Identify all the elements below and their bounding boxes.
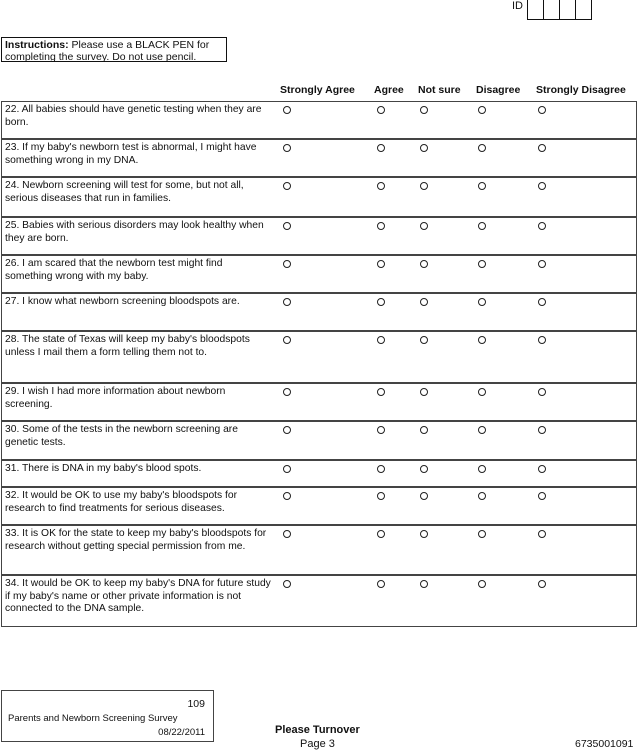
question-row: [1, 460, 637, 487]
radio-not-sure[interactable]: [420, 426, 428, 434]
radio-disagree[interactable]: [478, 298, 486, 306]
radio-strongly-disagree[interactable]: [538, 465, 546, 473]
question-row: [1, 575, 637, 627]
radio-strongly-agree[interactable]: [283, 260, 291, 268]
col-strongly-disagree: Strongly Disagree: [536, 84, 626, 96]
question-text: 24. Newborn screening will test for some, but not all, serious diseases that run in families.: [5, 180, 244, 204]
col-strongly-agree: Strongly Agree: [280, 84, 355, 96]
please-turnover: Please Turnover: [275, 724, 360, 736]
radio-agree[interactable]: [377, 492, 385, 500]
question-text: 25. Babies with serious disorders may look healthy when they are born.: [5, 220, 264, 244]
question-row: [1, 525, 637, 575]
id-digit-box[interactable]: [527, 0, 544, 20]
radio-strongly-agree[interactable]: [283, 580, 291, 588]
radio-agree[interactable]: [377, 144, 385, 152]
id-digit-box[interactable]: [575, 0, 592, 20]
radio-disagree[interactable]: [478, 580, 486, 588]
question-row: [1, 331, 637, 383]
instructions-text: Please use a BLACK PEN for completing the survey. Do not use pencil.: [5, 39, 210, 63]
id-field[interactable]: [527, 0, 592, 20]
radio-strongly-disagree[interactable]: [538, 298, 546, 306]
radio-agree[interactable]: [377, 222, 385, 230]
question-text: 29. I wish I had more information about newborn screening.: [5, 386, 226, 410]
page-number: Page 3: [300, 738, 335, 750]
footer-survey-title: Parents and Newborn Screening Survey: [8, 713, 178, 724]
radio-strongly-agree[interactable]: [283, 182, 291, 190]
radio-agree[interactable]: [377, 426, 385, 434]
radio-strongly-disagree[interactable]: [538, 492, 546, 500]
radio-strongly-agree[interactable]: [283, 222, 291, 230]
question-row: [1, 217, 637, 255]
radio-not-sure[interactable]: [420, 222, 428, 230]
radio-not-sure[interactable]: [420, 336, 428, 344]
radio-strongly-disagree[interactable]: [538, 260, 546, 268]
radio-disagree[interactable]: [478, 530, 486, 538]
radio-strongly-disagree[interactable]: [538, 144, 546, 152]
radio-disagree[interactable]: [478, 260, 486, 268]
radio-not-sure[interactable]: [420, 530, 428, 538]
question-text: 34. It would be OK to keep my baby's DNA for future study if my baby's name or other private information is not connected to the DNA sample.: [5, 578, 271, 614]
radio-agree[interactable]: [377, 530, 385, 538]
radio-strongly-agree[interactable]: [283, 492, 291, 500]
radio-strongly-disagree[interactable]: [538, 336, 546, 344]
footer-date: 08/22/2011: [158, 727, 205, 738]
question-text: 22. All babies should have genetic testing when they are born.: [5, 104, 262, 128]
question-row: [1, 139, 637, 177]
question-row: [1, 177, 637, 217]
id-digit-box[interactable]: [559, 0, 576, 20]
radio-not-sure[interactable]: [420, 492, 428, 500]
radio-strongly-agree[interactable]: [283, 144, 291, 152]
col-disagree: Disagree: [476, 84, 521, 96]
radio-agree[interactable]: [377, 182, 385, 190]
radio-not-sure[interactable]: [420, 182, 428, 190]
radio-agree[interactable]: [377, 580, 385, 588]
id-digit-box[interactable]: [543, 0, 560, 20]
radio-strongly-agree[interactable]: [283, 106, 291, 114]
radio-disagree[interactable]: [478, 106, 486, 114]
question-row: [1, 383, 637, 421]
question-text: 32. It would be OK to use my baby's bloodspots for research to find treatments for serious diseases.: [5, 490, 238, 514]
question-text: 31. There is DNA in my baby's blood spots.: [5, 463, 202, 474]
question-row: [1, 293, 637, 331]
radio-agree[interactable]: [377, 388, 385, 396]
question-row: [1, 487, 637, 525]
radio-disagree[interactable]: [478, 336, 486, 344]
radio-strongly-agree[interactable]: [283, 298, 291, 306]
radio-disagree[interactable]: [478, 492, 486, 500]
radio-not-sure[interactable]: [420, 465, 428, 473]
form-serial-number: 6735001091: [575, 738, 634, 750]
instructions-heading: Instructions:: [5, 39, 69, 51]
radio-disagree[interactable]: [478, 222, 486, 230]
radio-strongly-disagree[interactable]: [538, 182, 546, 190]
radio-disagree[interactable]: [478, 465, 486, 473]
question-text: 30. Some of the tests in the newborn screening are genetic tests.: [5, 424, 238, 448]
radio-not-sure[interactable]: [420, 260, 428, 268]
radio-strongly-agree[interactable]: [283, 530, 291, 538]
radio-not-sure[interactable]: [420, 106, 428, 114]
question-text: 33. It is OK for the state to keep my baby's bloodspots for research without getting special permission from me.: [5, 528, 267, 552]
radio-not-sure[interactable]: [420, 580, 428, 588]
radio-strongly-disagree[interactable]: [538, 530, 546, 538]
radio-agree[interactable]: [377, 336, 385, 344]
radio-strongly-disagree[interactable]: [538, 388, 546, 396]
radio-strongly-agree[interactable]: [283, 388, 291, 396]
radio-disagree[interactable]: [478, 426, 486, 434]
radio-agree[interactable]: [377, 260, 385, 268]
col-agree: Agree: [374, 84, 404, 96]
id-label: ID: [512, 0, 523, 12]
radio-not-sure[interactable]: [420, 144, 428, 152]
question-text: 28. The state of Texas will keep my baby's bloodspots unless I mail them a form telling them not to.: [5, 334, 250, 358]
radio-strongly-agree[interactable]: [283, 426, 291, 434]
radio-not-sure[interactable]: [420, 388, 428, 396]
radio-strongly-disagree[interactable]: [538, 426, 546, 434]
radio-disagree[interactable]: [478, 144, 486, 152]
question-row: [1, 421, 637, 460]
question-text: 27. I know what newborn screening bloodspots are.: [5, 296, 240, 307]
question-text: 23. If my baby's newborn test is abnormal, I might have something wrong in my DNA.: [5, 142, 257, 166]
radio-strongly-agree[interactable]: [283, 465, 291, 473]
question-row: [1, 255, 637, 293]
radio-disagree[interactable]: [478, 182, 486, 190]
radio-strongly-disagree[interactable]: [538, 222, 546, 230]
radio-agree[interactable]: [377, 298, 385, 306]
footer-form-id-box: [1, 690, 214, 742]
question-row: [1, 101, 637, 139]
radio-strongly-agree[interactable]: [283, 336, 291, 344]
radio-strongly-disagree[interactable]: [538, 106, 546, 114]
question-text: 26. I am scared that the newborn test might find something wrong with my baby.: [5, 258, 223, 282]
radio-disagree[interactable]: [478, 388, 486, 396]
col-not-sure: Not sure: [418, 84, 461, 96]
radio-agree[interactable]: [377, 465, 385, 473]
radio-strongly-disagree[interactable]: [538, 580, 546, 588]
footer-code: 109: [187, 698, 205, 710]
instructions-box: [1, 37, 227, 62]
radio-not-sure[interactable]: [420, 298, 428, 306]
radio-agree[interactable]: [377, 106, 385, 114]
